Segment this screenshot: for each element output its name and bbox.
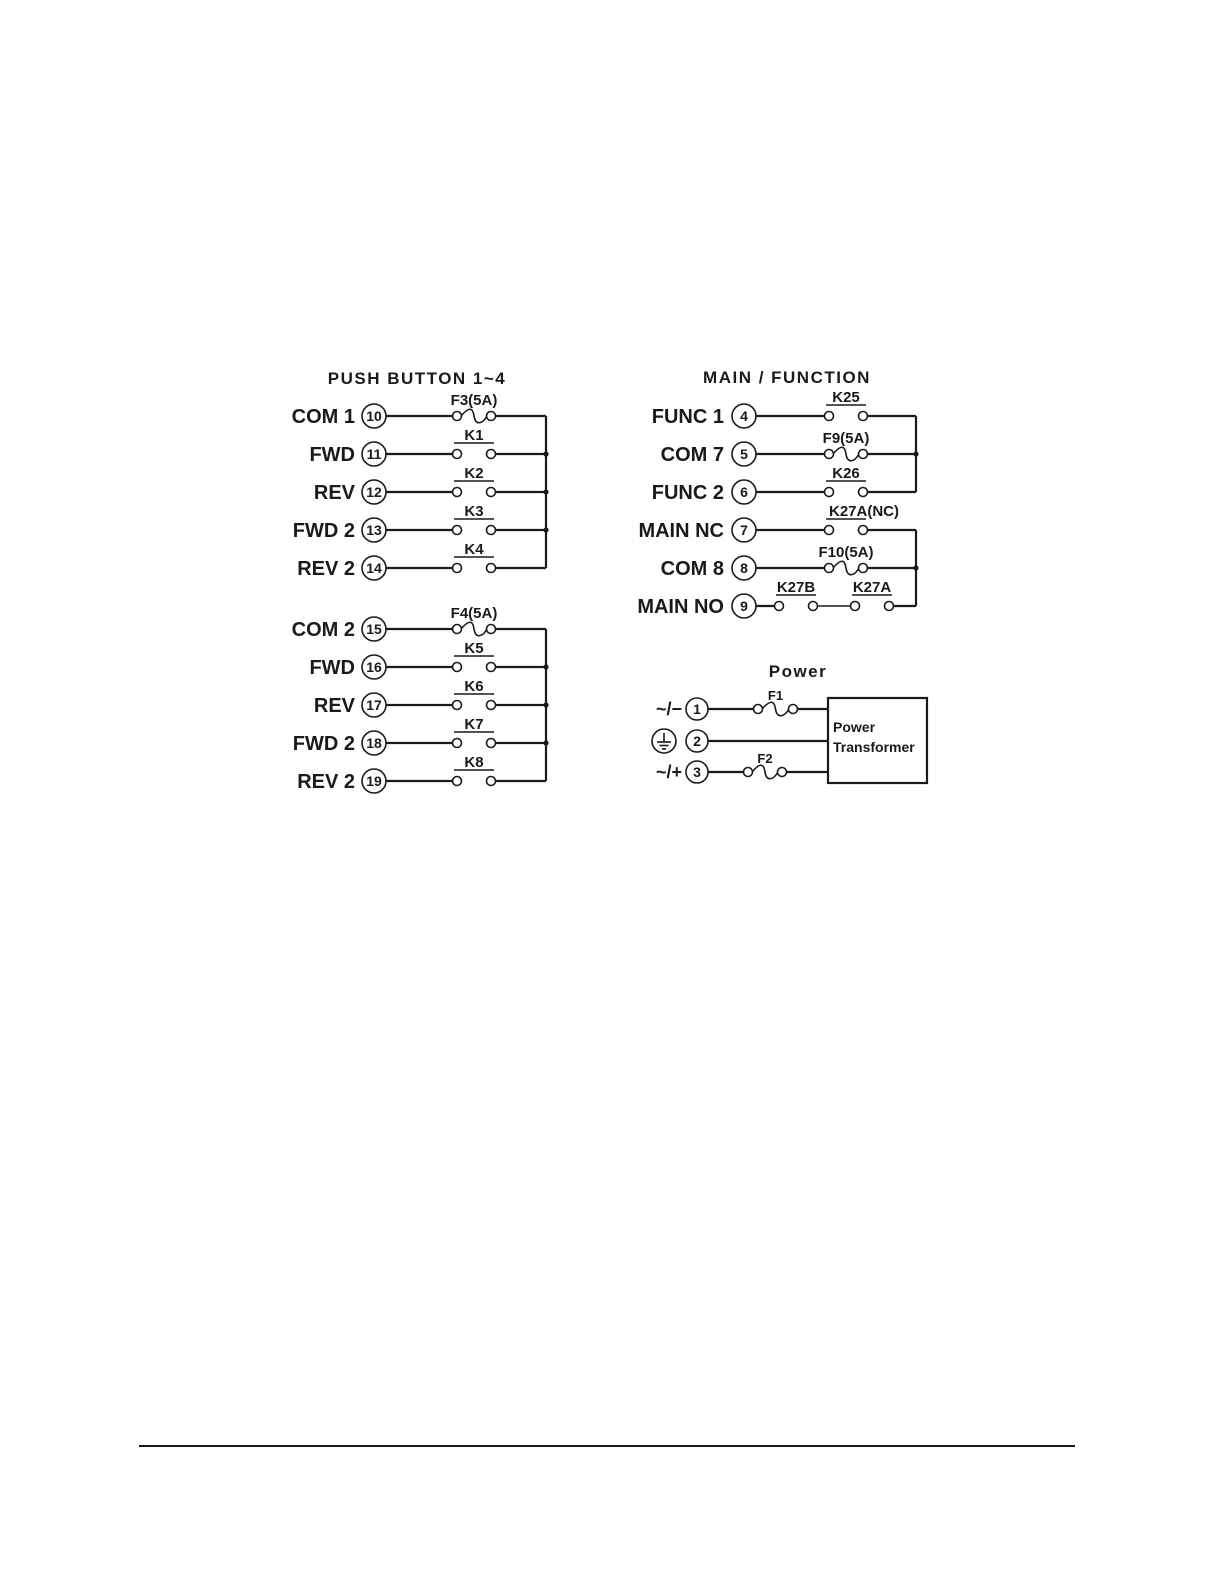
row-17-label: REV <box>313 695 355 717</box>
row-8-fuse-right <box>859 564 868 573</box>
row-9-a-contact-right <box>809 602 818 611</box>
row-10-fuse-element <box>461 409 487 423</box>
row-15-label: COM 2 <box>291 619 355 641</box>
row-15-terminal-number: 15 <box>366 621 382 637</box>
row-15-fuse-label: F4(5A) <box>450 605 498 622</box>
row-10-fuse-label: F3(5A) <box>450 392 498 409</box>
row-17-contact-left <box>453 701 462 710</box>
row-12-contact-right <box>487 488 496 497</box>
row-13-contact-left <box>453 526 462 535</box>
row-11-label: FWD <box>309 444 355 466</box>
row-5-fuse-element <box>833 447 859 461</box>
row-8-terminal-number: 8 <box>740 560 748 576</box>
row-16-contact-right <box>487 663 496 672</box>
row-14-label: REV 2 <box>297 558 355 580</box>
row-4-terminal-number: 4 <box>740 408 748 424</box>
row-17-contact-right <box>487 701 496 710</box>
row-7-contact-right <box>859 526 868 535</box>
row-6-label: FUNC 2 <box>651 482 724 504</box>
power-row-3-fuse-right <box>778 768 787 777</box>
power-title: Power <box>768 662 828 681</box>
row-4-contact-right <box>859 412 868 421</box>
row-11-terminal-number: 11 <box>366 446 382 462</box>
row-16-contact-left <box>453 663 462 672</box>
ground-icon <box>652 729 676 753</box>
row-17-contact-label: K6 <box>464 678 484 695</box>
row-5-fuse-label: F9(5A) <box>822 430 870 447</box>
row-4-contact-left <box>825 412 834 421</box>
power-row-3-fuse-label: F2 <box>757 751 773 766</box>
row-10-label: COM 1 <box>291 406 355 428</box>
power-group <box>652 688 927 783</box>
row-13-label: FWD 2 <box>292 520 355 542</box>
row-11-contact-label: K1 <box>464 427 484 444</box>
row-18-contact-label: K7 <box>464 716 484 733</box>
row-19-contact-label: K8 <box>464 754 484 771</box>
power-row-1-fuse-element <box>762 702 789 716</box>
power-row-3-fuse-element <box>752 765 778 779</box>
row-19-label: REV 2 <box>297 771 355 793</box>
row-6-contact-left <box>825 488 834 497</box>
power-transformer-label-1: Power <box>833 719 876 735</box>
row-9-a-contact-left <box>775 602 784 611</box>
row-19-contact-left <box>453 777 462 786</box>
push-button-title: PUSH BUTTON 1~4 <box>327 369 507 388</box>
row-5-terminal-number: 5 <box>740 446 748 462</box>
power-row-2-terminal-number: 2 <box>693 733 701 749</box>
row-7-terminal-number: 7 <box>740 522 748 538</box>
power-row-1-label: ~/− <box>655 699 682 719</box>
row-4-label: FUNC 1 <box>651 406 724 428</box>
row-15-fuse-right <box>487 625 496 634</box>
push-button-group-2 <box>292 605 549 793</box>
row-10-fuse-right <box>487 412 496 421</box>
row-13-terminal-number: 13 <box>366 522 382 538</box>
row-11-contact-left <box>453 450 462 459</box>
row-12-contact-label: K2 <box>464 465 484 482</box>
row-19-contact-right <box>487 777 496 786</box>
row-12-label: REV <box>313 482 355 504</box>
row-12-terminal-number: 12 <box>366 484 382 500</box>
row-6-terminal-number: 6 <box>740 484 748 500</box>
row-7-label: MAIN NC <box>638 520 724 542</box>
row-19-terminal-number: 19 <box>366 773 382 789</box>
row-8-fuse-left <box>825 564 834 573</box>
row-10-fuse-left <box>453 412 462 421</box>
row-5-label: COM 7 <box>660 444 724 466</box>
row-14-contact-label: K4 <box>464 541 484 558</box>
row-7-contact-label: K27A(NC) <box>828 503 900 520</box>
row-18-label: FWD 2 <box>292 733 355 755</box>
row-16-terminal-number: 16 <box>366 659 382 675</box>
row-17-terminal-number: 17 <box>366 697 382 713</box>
power-row-1-fuse-right <box>789 705 798 714</box>
row-18-terminal-number: 18 <box>366 735 382 751</box>
row-8-label: COM 8 <box>660 558 724 580</box>
row-13-contact-right <box>487 526 496 535</box>
row-9-contact-label-2: K27A <box>852 579 892 596</box>
main-function-title: MAIN / FUNCTION <box>703 368 871 387</box>
footer-rule <box>139 1445 1075 1447</box>
row-16-contact-label: K5 <box>464 640 484 657</box>
row-13-contact-label: K3 <box>464 503 484 520</box>
row-8-fuse-element <box>833 561 859 575</box>
row-9-label: MAIN NO <box>637 596 724 618</box>
row-15-fuse-left <box>453 625 462 634</box>
power-row-1-fuse-label: F1 <box>767 688 784 703</box>
row-14-contact-left <box>453 564 462 573</box>
row-5-fuse-right <box>859 450 868 459</box>
row-15-fuse-element <box>461 622 487 636</box>
row-9-b-contact-right <box>885 602 894 611</box>
push-button-group-1 <box>292 392 549 580</box>
row-6-contact-right <box>859 488 868 497</box>
row-14-terminal-number: 14 <box>366 560 382 576</box>
row-7-contact-left <box>825 526 834 535</box>
power-row-1-fuse-left <box>754 705 763 714</box>
row-14-contact-right <box>487 564 496 573</box>
power-transformer-label-2: Transformer <box>833 739 915 755</box>
row-6-contact-label: K26 <box>832 465 860 482</box>
row-16-label: FWD <box>309 657 355 679</box>
power-row-1-terminal-number: 1 <box>693 701 701 717</box>
power-row-3-terminal-number: 3 <box>693 764 701 780</box>
power-row-3-label: ~/+ <box>655 762 682 782</box>
power-row-3-fuse-left <box>744 768 753 777</box>
row-4-contact-label: K25 <box>832 389 860 406</box>
row-18-contact-right <box>487 739 496 748</box>
row-9-b-contact-left <box>851 602 860 611</box>
row-5-fuse-left <box>825 450 834 459</box>
row-9-terminal-number: 9 <box>740 598 748 614</box>
main-function-group <box>637 389 918 618</box>
row-11-contact-right <box>487 450 496 459</box>
row-8-fuse-label: F10(5A) <box>818 544 874 561</box>
row-10-terminal-number: 10 <box>366 408 382 424</box>
row-18-contact-left <box>453 739 462 748</box>
row-9-contact-label-1: K27B <box>776 579 816 596</box>
row-12-contact-left <box>453 488 462 497</box>
